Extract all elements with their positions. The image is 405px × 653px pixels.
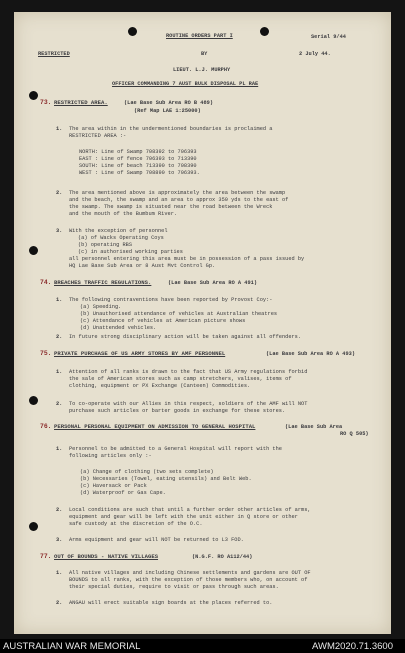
section-77-para-1-line: their special duties, require to visit or pass through such areas. (69, 584, 279, 590)
author-name: LIEUT. L.J. MURPHY (173, 67, 231, 73)
section-76-reference: (Lae Base Sub Area (285, 424, 343, 430)
section-77-title: OUT OF BOUNDS - NATIVE VILLAGES (54, 553, 159, 560)
para-number: 2. (56, 600, 63, 606)
para-number: 1. (56, 126, 63, 132)
issuing-unit: OFFICER COMMANDING 7 AUST BULK DISPOSAL PL RAE (112, 81, 259, 87)
section-73-para-3-line: all personnel entering this area must be in possession of a pass issued by (69, 256, 305, 262)
serial-number: Serial 9/44 (311, 34, 346, 40)
section-75-number: 75. (40, 350, 52, 357)
section-77-number: 77. (40, 553, 52, 560)
section-77-para-1-line: All native villages and including Chinese settlements and gardens are OUT OF (69, 570, 311, 576)
binder-hole (29, 91, 38, 100)
section-77-para-2-line: ANGAU will erect suitable sign boards at the places referred to. (69, 600, 273, 606)
boundary-north: NORTH: Line of Swamp 708392 to 706393 (79, 149, 197, 155)
section-76-reference-cont: RO Q 505) (340, 431, 369, 437)
section-73-para-3-line: With the exception of personnel (69, 228, 168, 234)
binder-hole (29, 246, 38, 255)
section-74-number: 74. (40, 279, 52, 286)
section-76-para-2-line: equipment and gear will be left with the unit either in Q store or other (69, 514, 298, 520)
classification-label: RESTRICTED (38, 51, 70, 57)
section-73-para-2-line: and the beach, the swamp and an area to approx 350 yds to the east of (69, 197, 289, 203)
section-74-title: BREACHES TRAFFIC REGULATIONS. (54, 279, 152, 286)
section-76-para-3-line: Arms equipment and gear will NOT be returned to L3 FOD. (69, 537, 244, 543)
footer-bar (0, 639, 405, 653)
section-74-para-1-line: (a) Speeding. (80, 304, 122, 310)
section-76-item: (a) Change of clothing (two sets complete) (80, 469, 214, 475)
para-number: 2. (56, 190, 63, 196)
binder-hole (29, 522, 38, 531)
section-76-item: (c) Haversack or Pack (80, 483, 147, 489)
section-73-para-3-line: (c) in authorised working parties (78, 249, 183, 255)
section-77-reference: (N.G.F. RO A112/44) (192, 554, 253, 560)
para-number: 1. (56, 446, 63, 452)
section-75-para-2-line: purchase such articles or barter goods in exchange for these stores. (69, 408, 286, 414)
section-75-reference: (Lae Base Sub Area RO A 493) (266, 351, 356, 357)
binder-hole (29, 396, 38, 405)
catalogue-id: AWM2020.71.3600 (312, 641, 393, 652)
section-73-para-2-line: The area mentioned above is approximately the area between the swamp (69, 190, 286, 196)
section-73-para-3-line: (b) operating RBS (78, 242, 133, 248)
section-73-map-reference: (Ref Map LAE 1:25000) (134, 108, 201, 114)
para-number: 2. (56, 507, 63, 513)
order-date: 2 July 44. (299, 51, 331, 57)
section-73-para-3-line: (a) of Wacks Operating Coys (78, 235, 164, 241)
section-74-para-1-line: (d) Unattended vehicles. (80, 325, 157, 331)
binder-hole (128, 27, 137, 36)
section-73-number: 73. (40, 99, 52, 106)
section-76-title: PERSONAL PERSONAL EQUIPMENT ON ADMISSION TO GENERAL HOSPITAL (54, 423, 256, 430)
binder-hole (260, 27, 269, 36)
document-title: ROUTINE ORDERS PART I (166, 33, 233, 39)
boundary-east: EAST : Line of fence 706393 to 713390 (79, 156, 197, 162)
section-73-title: RESTRICTED AREA. (54, 99, 108, 106)
para-number: 3. (56, 228, 63, 234)
section-75-para-1-line: the sale of American stores such as camp stretchers, valises, items of (69, 376, 292, 382)
section-73-para-3-line: HQ Lae Base Sub Area or 8 Aust Mvt Control Gp. (69, 263, 216, 269)
section-75-para-1-line: Attention of all ranks is drawn to the fact that US Army regulations forbid (69, 369, 308, 375)
section-76-para-1-line: following articles only :- (69, 453, 152, 459)
section-73-para-1-line: The area within in the undermentioned boundaries is proclaimed a (69, 126, 273, 132)
section-74-para-1-line: (c) Attendance of vehicles at American picture shows (80, 318, 246, 324)
section-76-number: 76. (40, 423, 52, 430)
para-number: 1. (56, 369, 63, 375)
section-73-reference: (Lae Base Sub Area RO B 489) (124, 100, 214, 106)
section-77-para-1-line: BOUNDS to all ranks, with the exception of those members who, on account of (69, 577, 308, 583)
section-74-reference: (Lae Base Sub Area RO A 491) (168, 280, 258, 286)
section-76-item: (d) Waterproof or Gas Cape. (80, 490, 166, 496)
para-number: 3. (56, 537, 63, 543)
section-76-para-2-line: Local conditions are such that until a further order other articles of arms, (69, 507, 311, 513)
section-73-para-2-line: the swamp. The swamp is situated near the road between the Wreck (69, 204, 273, 210)
section-74-para-2-line: In future strong disciplinary action will be taken against all offenders. (69, 334, 302, 340)
section-74-para-1-line: (b) Unauthorised attendance of vehicles at Australian theatres (80, 311, 278, 317)
para-number: 1. (56, 297, 63, 303)
section-76-item: (b) Necessaries (Towel, eating utensils) and Belt Web. (80, 476, 252, 482)
para-number: 2. (56, 401, 63, 407)
section-75-para-1-line: clothing, equipment or PX Exchange (Canteen) Commodities. (69, 383, 251, 389)
section-75-para-2-line: To co-operate with our Allies in this respect, soldiers of the AMF will NOT (69, 401, 308, 407)
section-73-para-1-line: RESTRICTED AREA :- (69, 133, 127, 139)
institution-name: AUSTRALIAN WAR MEMORIAL (3, 641, 141, 652)
para-number: 2. (56, 334, 63, 340)
para-number: 1. (56, 570, 63, 576)
boundary-west: WEST : Line of Swamp 708890 to 706393. (79, 170, 200, 176)
boundary-south: SOUTH: Line of beach 713390 to 708390 (79, 163, 197, 169)
by-label: BY (201, 51, 208, 57)
section-74-para-1-line: The following contraventions have been reported by Provost Coy:- (69, 297, 273, 303)
document-page (14, 12, 391, 634)
section-75-title: PRIVATE PURCHASE OF US ARMY STORES BY AMF PERSONNEL (54, 350, 226, 357)
section-76-para-2-line: safe custody at the discretion of the O.C. (69, 521, 203, 527)
section-73-para-2-line: and the mouth of the Bumbum River. (69, 211, 178, 217)
section-76-para-1-line: Personnel to be admitted to a General Hospital will report with the (69, 446, 282, 452)
